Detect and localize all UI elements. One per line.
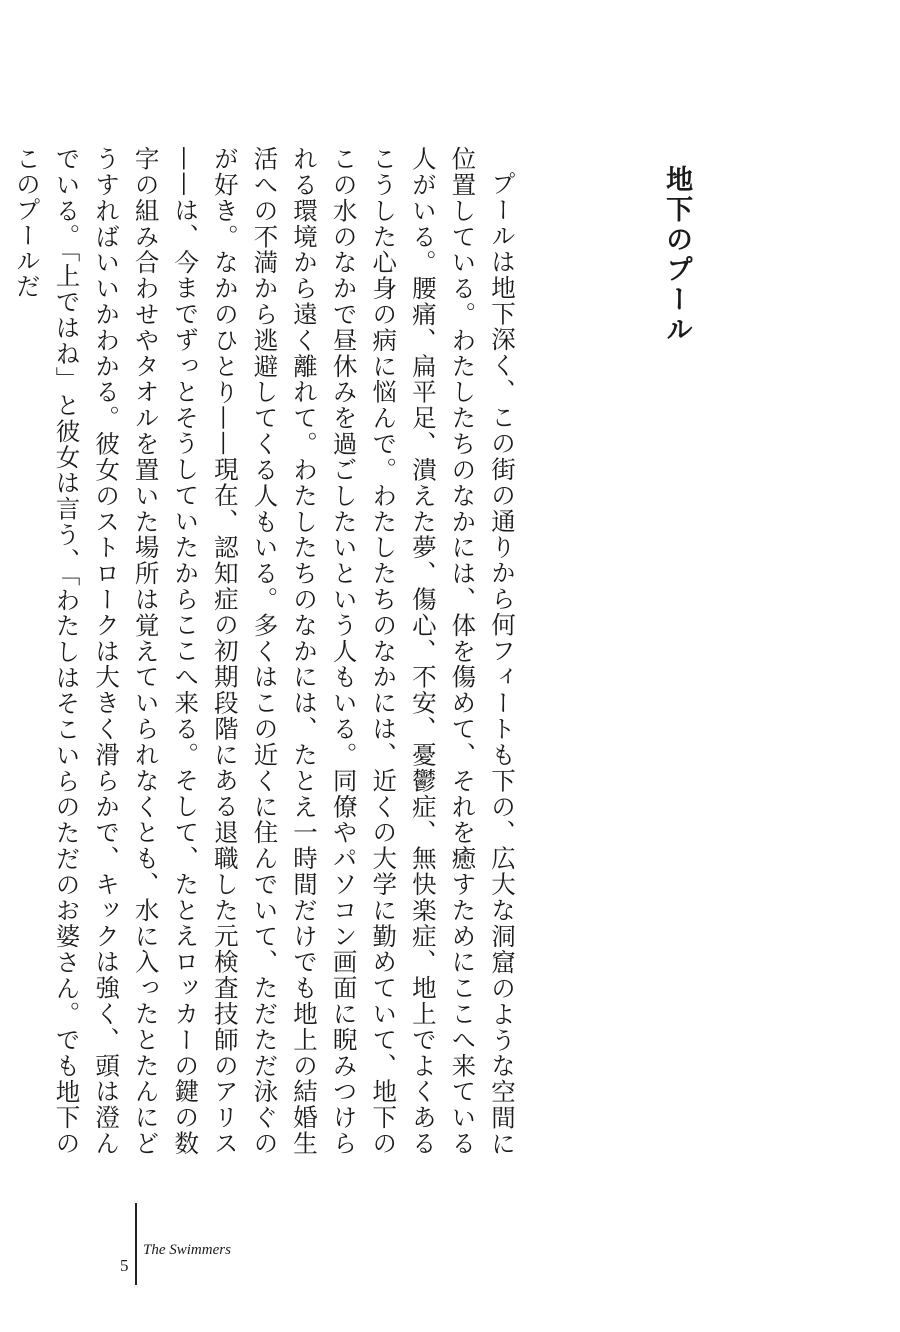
body-text bbox=[7, 146, 522, 1156]
paragraph: プールは地下深く、この街の通りから何フィートも下の、広大な洞窟のような空間に位置している。わたしたちのなかには、体を傷めて、それを癒すためにここへ来ている人がいる。腰痛、扁平足、潰えた夢、傷心、不安、憂鬱症、無快楽症、地上でよくあるこうした心身の病に悩んで。わたしたちのなかには、近くの大学に勤めていて、地下のこの水のなかで昼休みを過ごしたいという人もいる。同僚やパソコン画面に睨みつけられる環境から遠く離れて。わたしたちのなかには、たとえ一時間だけでも地上の結婚生活への不満から逃避してくる人もいる。多くはこの近くに住んでいて、ただただ泳ぐのが好き。なかのひとり——現在、認知症の初期段階にある退職した元検査技師のアリス——は、今までずっとそうしていたからここへ来る。そして、たとえロッカーの鍵の数字の組み合わせやタオルを置いた場所は覚えていられなくとも、水に入ったとたんにどうすればいいかわかる。彼女のストロークは大きく滑らかで、キックは強く、頭は澄んでいる。「上ではね」と彼女は言う、「わたしはそこいらのただのお婆さん。でも地下のこのプールだ bbox=[12, 146, 517, 1157]
page-number: 5 bbox=[120, 1256, 129, 1275]
folio-rule bbox=[135, 1203, 137, 1285]
running-title: The Swimmers bbox=[143, 1242, 231, 1258]
chapter-title: 地下のプール bbox=[661, 165, 693, 345]
